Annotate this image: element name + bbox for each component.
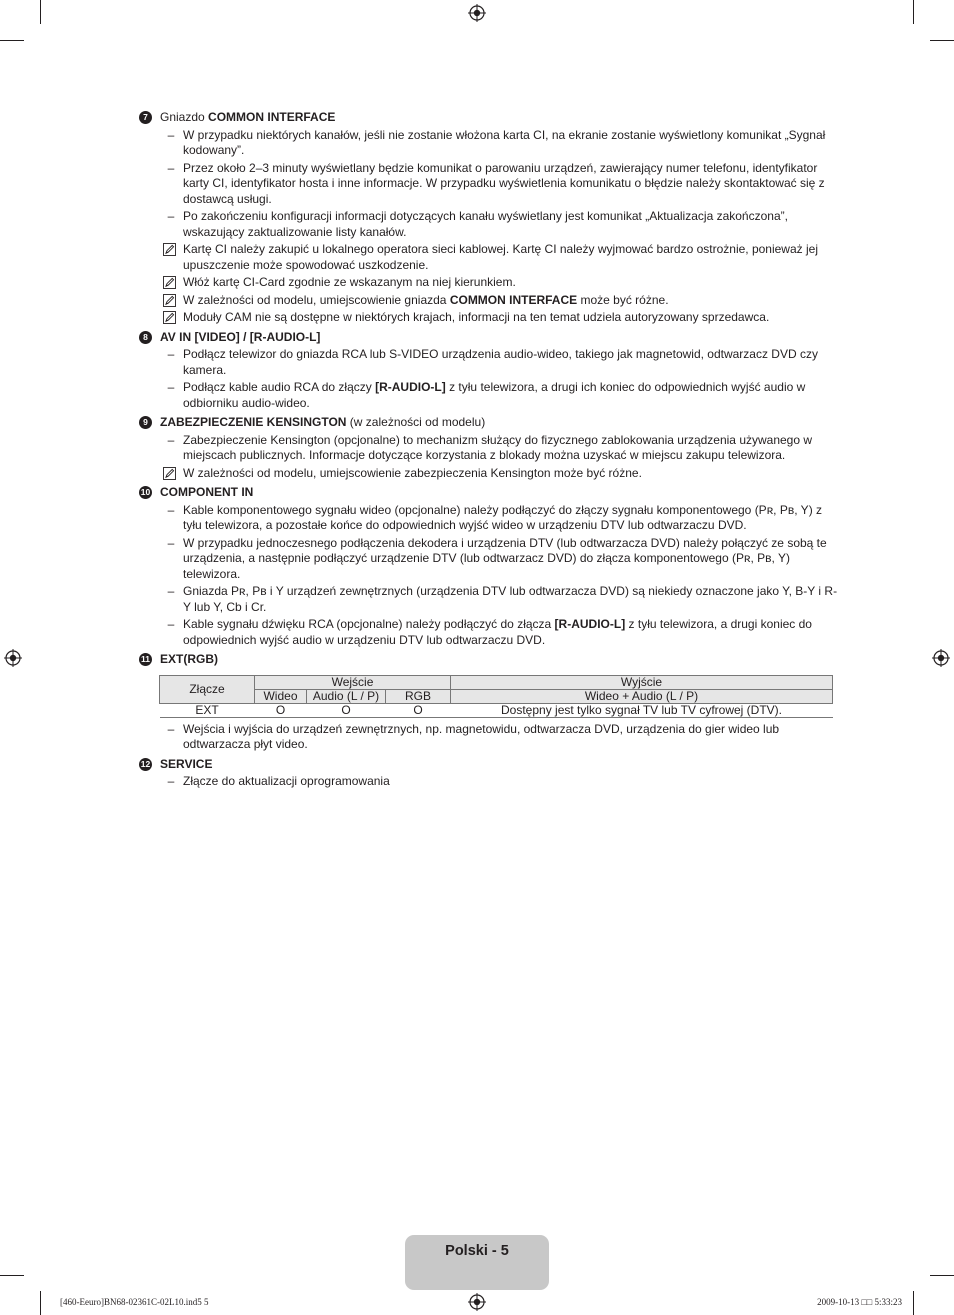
- note-item: [160, 466, 839, 482]
- item-text: Gniazda Pʀ, Pʙ i Y urządzeń zewnętrznych (urządzenia DTV lub odtwarzacza DVD) są niekiedy oznaczone jako Y, B-Y i R-Y lub Y, Cb i Cr.: [183, 584, 838, 614]
- heading-bold: COMMON INTERFACE: [208, 110, 336, 124]
- col-connector: Złącze: [160, 675, 255, 703]
- cell-video: O: [255, 703, 307, 717]
- dash-bullet: –: [167, 209, 175, 223]
- note-item: [160, 310, 839, 326]
- cell-connector: EXT: [160, 703, 255, 717]
- section-number: 9: [139, 416, 152, 429]
- list-item: [160, 617, 839, 648]
- page-number: Polski - 5: [445, 1243, 509, 1259]
- item-text: Kartę CI należy zakupić u lokalnego operatora sieci kablowej. Kartę CI należy wyjmować bardzo ostrożnie, ponieważ jej upuszczenie może spowodować uszkodzenie.: [183, 242, 818, 272]
- ext-rgb-table: [159, 675, 833, 718]
- print-slug-left: [460-Eeuro]BN68-02361C-02L10.ind5 5: [60, 1297, 209, 1307]
- crop-mark: [40, 1291, 41, 1315]
- dash-bullet: –: [167, 432, 175, 447]
- list-item: [160, 503, 839, 534]
- heading-bold: EXT(RGB): [160, 652, 218, 666]
- section-number: 7: [139, 111, 152, 124]
- list-item: [160, 774, 839, 790]
- list-item: [160, 584, 839, 615]
- item-text: Podłącz telewizor do gniazda RCA lub S-VIDEO urządzenia audio-wideo, takiego jak magnetowid, odtwarzacz DVD czy kamera.: [183, 347, 818, 377]
- dash-bullet: –: [167, 774, 175, 788]
- item-text: [R-AUDIO-L]: [375, 380, 446, 394]
- note-icon: [163, 467, 176, 480]
- dash-bullet: –: [167, 160, 175, 175]
- note-icon: [163, 276, 176, 289]
- section-heading: [140, 756, 839, 773]
- section-items: [160, 347, 839, 411]
- list-item: [160, 161, 839, 208]
- dash-bullet: –: [167, 721, 175, 736]
- section-items: [160, 774, 839, 790]
- sub-audio: Audio (L / P): [307, 689, 386, 703]
- section: [139, 330, 839, 412]
- dash-bullet: –: [167, 127, 175, 142]
- item-text: Złącze do aktualizacji oprogramowania: [183, 774, 390, 788]
- cell-audio: O: [307, 703, 386, 717]
- heading-prefix: Gniazdo: [160, 110, 209, 124]
- crop-mark: [0, 40, 24, 41]
- page-content: [139, 110, 839, 794]
- cell-output: Dostępny jest tylko sygnał TV lub TV cyfrowej (DTV).: [451, 703, 833, 717]
- section-items: [160, 433, 839, 482]
- group-input: Wejście: [255, 675, 451, 689]
- heading-bold: ZABEZPIECZENIE KENSINGTON: [160, 415, 347, 429]
- dash-bullet: –: [167, 347, 175, 361]
- list-item: [160, 128, 839, 159]
- group-output: Wyjście: [451, 675, 833, 689]
- item-text: Włóż kartę CI-Card zgodnie ze wskazanym na niej kierunkiem.: [183, 275, 516, 289]
- section: [139, 415, 839, 481]
- list-item: [160, 209, 839, 240]
- section-items: [160, 128, 839, 326]
- item-text: W przypadku niektórych kanałów, jeśli nie zostanie włożona karta CI, na ekranie zostanie wyświetlony komunikat „Sygnał kodowany”.: [183, 127, 826, 157]
- sub-rgb: RGB: [386, 689, 451, 703]
- heading-suffix: (w zależności od modelu): [346, 415, 486, 429]
- section-heading: [143, 415, 839, 431]
- heading-bold: COMPONENT IN: [160, 485, 254, 499]
- list-item: [160, 433, 839, 464]
- dash-bullet: –: [167, 535, 175, 550]
- section: [139, 652, 839, 753]
- crop-mark: [913, 0, 914, 24]
- heading-bold: SERVICE: [160, 756, 213, 771]
- sub-video: Wideo: [255, 689, 307, 703]
- item-text: COMMON INTERFACE: [449, 292, 578, 307]
- list-item: [160, 380, 839, 411]
- dash-bullet: –: [167, 617, 175, 631]
- registration-mark-icon: [468, 4, 486, 22]
- section: [139, 485, 839, 648]
- item-text: W zależności od modelu, umiejscowienie gniazda: [183, 292, 450, 307]
- item-text: Zabezpieczenie Kensington (opcjonalne) to mechanizm służący do fizycznego zablokowania urządzenia używanego w miejscach publicznych. Informacje dotyczące korzystania z blokady można uzyskać w miejscu zakupu telewizora.: [183, 432, 813, 462]
- dash-bullet: –: [167, 380, 175, 394]
- crop-mark: [913, 1291, 914, 1315]
- item-text: może być różne.: [577, 292, 669, 307]
- heading-bold: AV IN [VIDEO] / [R-AUDIO-L]: [160, 329, 321, 344]
- item-text: Przez około 2–3 minuty wyświetlany będzie komunikat o parowaniu urządzeń, zawierający numer telefonu, identyfikator karty CI, identyfikator hosta i inne informacje. W przypadku wyświetlenia komunikatu o błędzie należy skontaktować się z dostawcą usługi.: [183, 160, 825, 206]
- page-number-tab: [405, 1235, 549, 1290]
- item-text: Kable sygnału dźwięku RCA (opcjonalne) należy podłączyć do złącza: [183, 617, 555, 631]
- item-text: W zależności od modelu, umiejscowienie zabezpieczenia Kensington może być różne.: [183, 465, 642, 480]
- section-heading: [141, 652, 839, 668]
- list-item: [160, 347, 839, 378]
- registration-mark-icon: [932, 649, 950, 667]
- item-text: Kable komponentowego sygnału wideo (opcjonalne) należy podłączyć do złączy sygnału komponentowego (Pʀ, Pʙ, Y) z tyłu telewizora, a pozostałe końce do odpowiednich wyjść wideo w urządzeniu DTV lub odtwarzaczu DVD.: [183, 502, 823, 532]
- item-text: Moduły CAM nie są dostępne w niektórych krajach, informacji na ten temat udziela autoryzowany sprzedawca.: [183, 310, 770, 324]
- section-number: 10: [140, 487, 151, 497]
- cell-rgb: O: [386, 703, 451, 717]
- item-text: W przypadku jednoczesnego podłączenia dekodera i urządzenia DTV (lub odtwarzacza DVD) należy połączyć ze sobą te urządzenia, a następnie podłączyć urządzenie DTV (lub odtwarzacz DVD) do złącza komponentowego (Pʀ, Pʙ, Y) telewizora.: [183, 535, 827, 581]
- section-heading: [143, 110, 839, 126]
- section: [139, 110, 839, 326]
- item-text: z tyłu telewizora, a drugi koniec do odpowiednich wyjść audio w urządzeniu DTV lub odtwarzaczu DVD.: [183, 617, 812, 647]
- registration-mark-icon: [4, 649, 22, 667]
- item-text: Podłącz kable audio RCA do złączy: [183, 380, 376, 394]
- note-item: [160, 275, 839, 291]
- item-text: z tyłu telewizora, a drugi ich koniec do odpowiednich wyjść audio w odbiorniku audio-wideo.: [183, 380, 806, 410]
- item-text: Po zakończeniu konfiguracji informacji dotyczących kanału wyświetlany jest komunikat „Aktualizacja zakończona”, wskazujący zaktualizowanie listy kanałów.: [183, 209, 788, 239]
- section-items: [160, 722, 839, 753]
- crop-mark: [0, 1275, 24, 1276]
- crop-mark: [930, 1275, 954, 1276]
- note-item: [160, 293, 839, 309]
- section-number: 12: [140, 758, 151, 769]
- section: [139, 757, 839, 790]
- output-sub: Wideo + Audio (L / P): [451, 689, 833, 703]
- section-heading: [143, 329, 839, 346]
- registration-mark-icon: [468, 1293, 486, 1311]
- note-icon: [163, 294, 176, 307]
- note-icon: [163, 311, 176, 324]
- crop-mark: [930, 40, 954, 41]
- item-text: Wejścia i wyjścia do urządzeń zewnętrznych, np. magnetowidu, odtwarzacza DVD, urządzenia do gier wideo lub odtwarzacza płyt video.: [183, 721, 780, 751]
- dash-bullet: –: [167, 502, 175, 517]
- section-heading: [140, 485, 839, 501]
- section-items: [160, 503, 839, 649]
- crop-mark: [40, 0, 41, 24]
- print-slug-right: 2009-10-13 □□ 5:33:23: [817, 1297, 902, 1307]
- list-item: [160, 722, 839, 753]
- item-text: [R-AUDIO-L]: [554, 617, 626, 631]
- section-number: 11: [141, 654, 150, 664]
- dash-bullet: –: [167, 584, 175, 598]
- section-number: 8: [139, 331, 152, 344]
- note-icon: [163, 243, 176, 256]
- note-item: [160, 242, 839, 273]
- list-item: [160, 536, 839, 583]
